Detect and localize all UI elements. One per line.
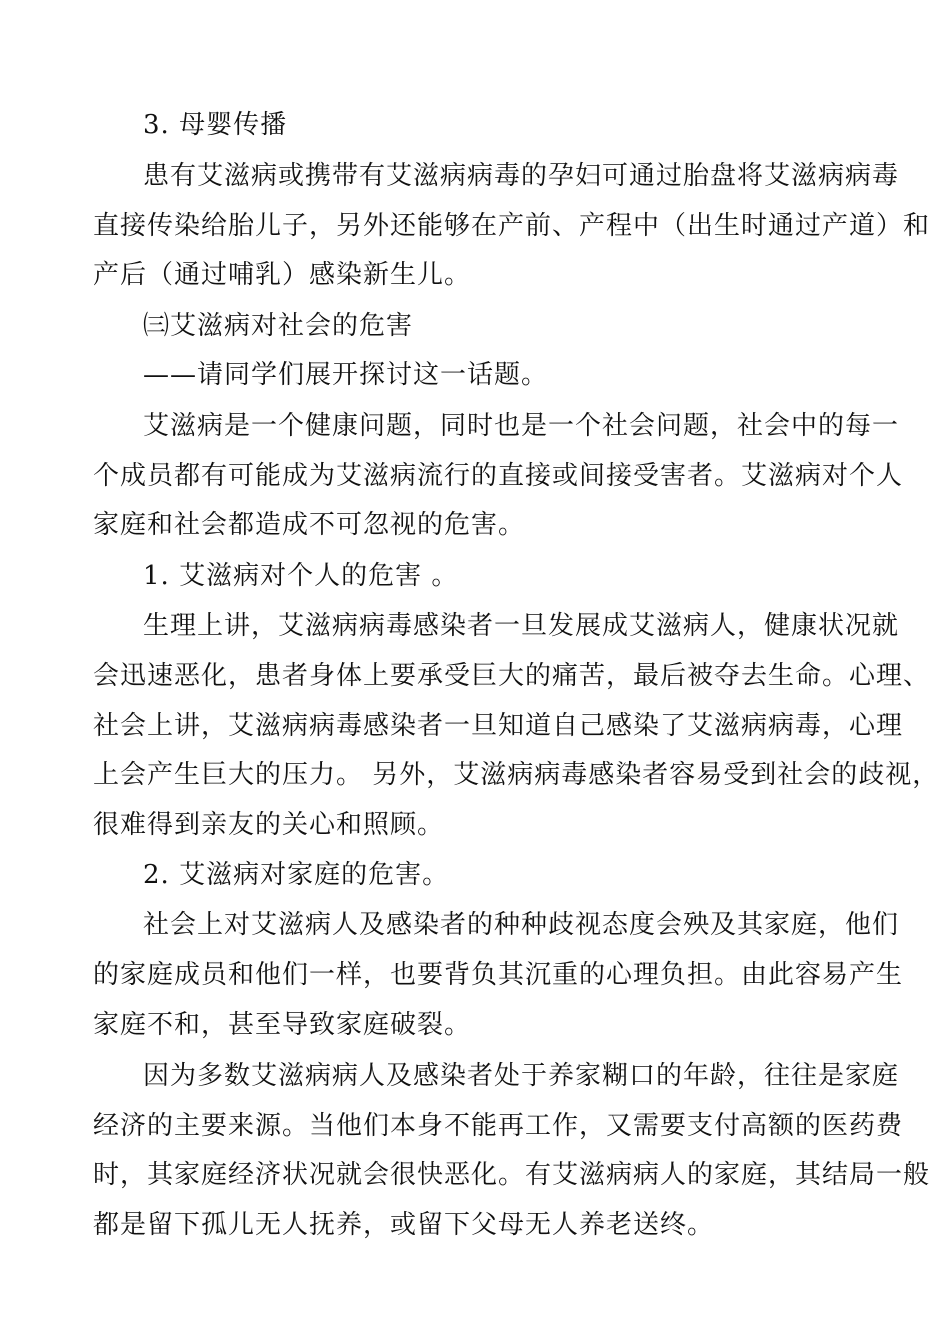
subheading-mother-infant: 3. 母婴传播 [143, 110, 288, 140]
paragraph-line: 因为多数艾滋病病人及感染者处于养家糊口的年龄，往往是家庭 [143, 1061, 900, 1091]
paragraph-line: 的家庭成员和他们一样，也要背负其沉重的心理负担。由此容易产生 [93, 960, 904, 990]
section-heading-social-harm: ㈢艾滋病对社会的危害 [143, 311, 414, 341]
paragraph-line: 家庭和社会都造成不可忽视的危害。 [93, 510, 526, 540]
paragraph-line: 都是留下孤儿无人抚养，或留下父母无人养老送终。 [93, 1210, 715, 1240]
paragraph-line: 上会产生巨大的压力。 另外，艾滋病病毒感染者容易受到社会的歧视， [93, 760, 940, 790]
paragraph-line: 产后（通过哺乳）感染新生儿。 [93, 260, 472, 290]
discussion-prompt: ——请同学们展开探讨这一话题。 [143, 360, 549, 390]
paragraph-line: 时，其家庭经济状况就会很快恶化。有艾滋病病人的家庭，其结局一般 [93, 1160, 931, 1190]
paragraph-line: 生理上讲，艾滋病病毒感染者一旦发展成艾滋病人，健康状况就 [143, 611, 900, 641]
paragraph-line: 经济的主要来源。当他们本身不能再工作，又需要支付高额的医药费 [93, 1111, 904, 1141]
paragraph-line: 家庭不和，甚至导致家庭破裂。 [93, 1010, 472, 1040]
paragraph-line: 患有艾滋病或携带有艾滋病病毒的孕妇可通过胎盘将艾滋病病毒 [143, 161, 900, 191]
subheading-individual-harm: 1. 艾滋病对个人的危害 。 [143, 561, 459, 591]
paragraph-line: 很难得到亲友的关心和照顾。 [93, 810, 445, 840]
paragraph-line: 社会上讲，艾滋病病毒感染者一旦知道自己感染了艾滋病病毒，心理 [93, 711, 904, 741]
subheading-family-harm: 2. 艾滋病对家庭的危害。 [143, 860, 450, 890]
paragraph-line: 个成员都有可能成为艾滋病流行的直接或间接受害者。艾滋病对个人 [93, 461, 904, 491]
paragraph-line: 社会上对艾滋病人及感染者的种种歧视态度会殃及其家庭，他们 [143, 910, 900, 940]
paragraph-line: 直接传染给胎儿子，另外还能够在产前、产程中（出生时通过产道）和 [93, 211, 931, 241]
paragraph-line: 会迅速恶化，患者身体上要承受巨大的痛苦，最后被夺去生命。心理、 [93, 661, 931, 691]
paragraph-line: 艾滋病是一个健康问题，同时也是一个社会问题，社会中的每一 [143, 411, 900, 441]
